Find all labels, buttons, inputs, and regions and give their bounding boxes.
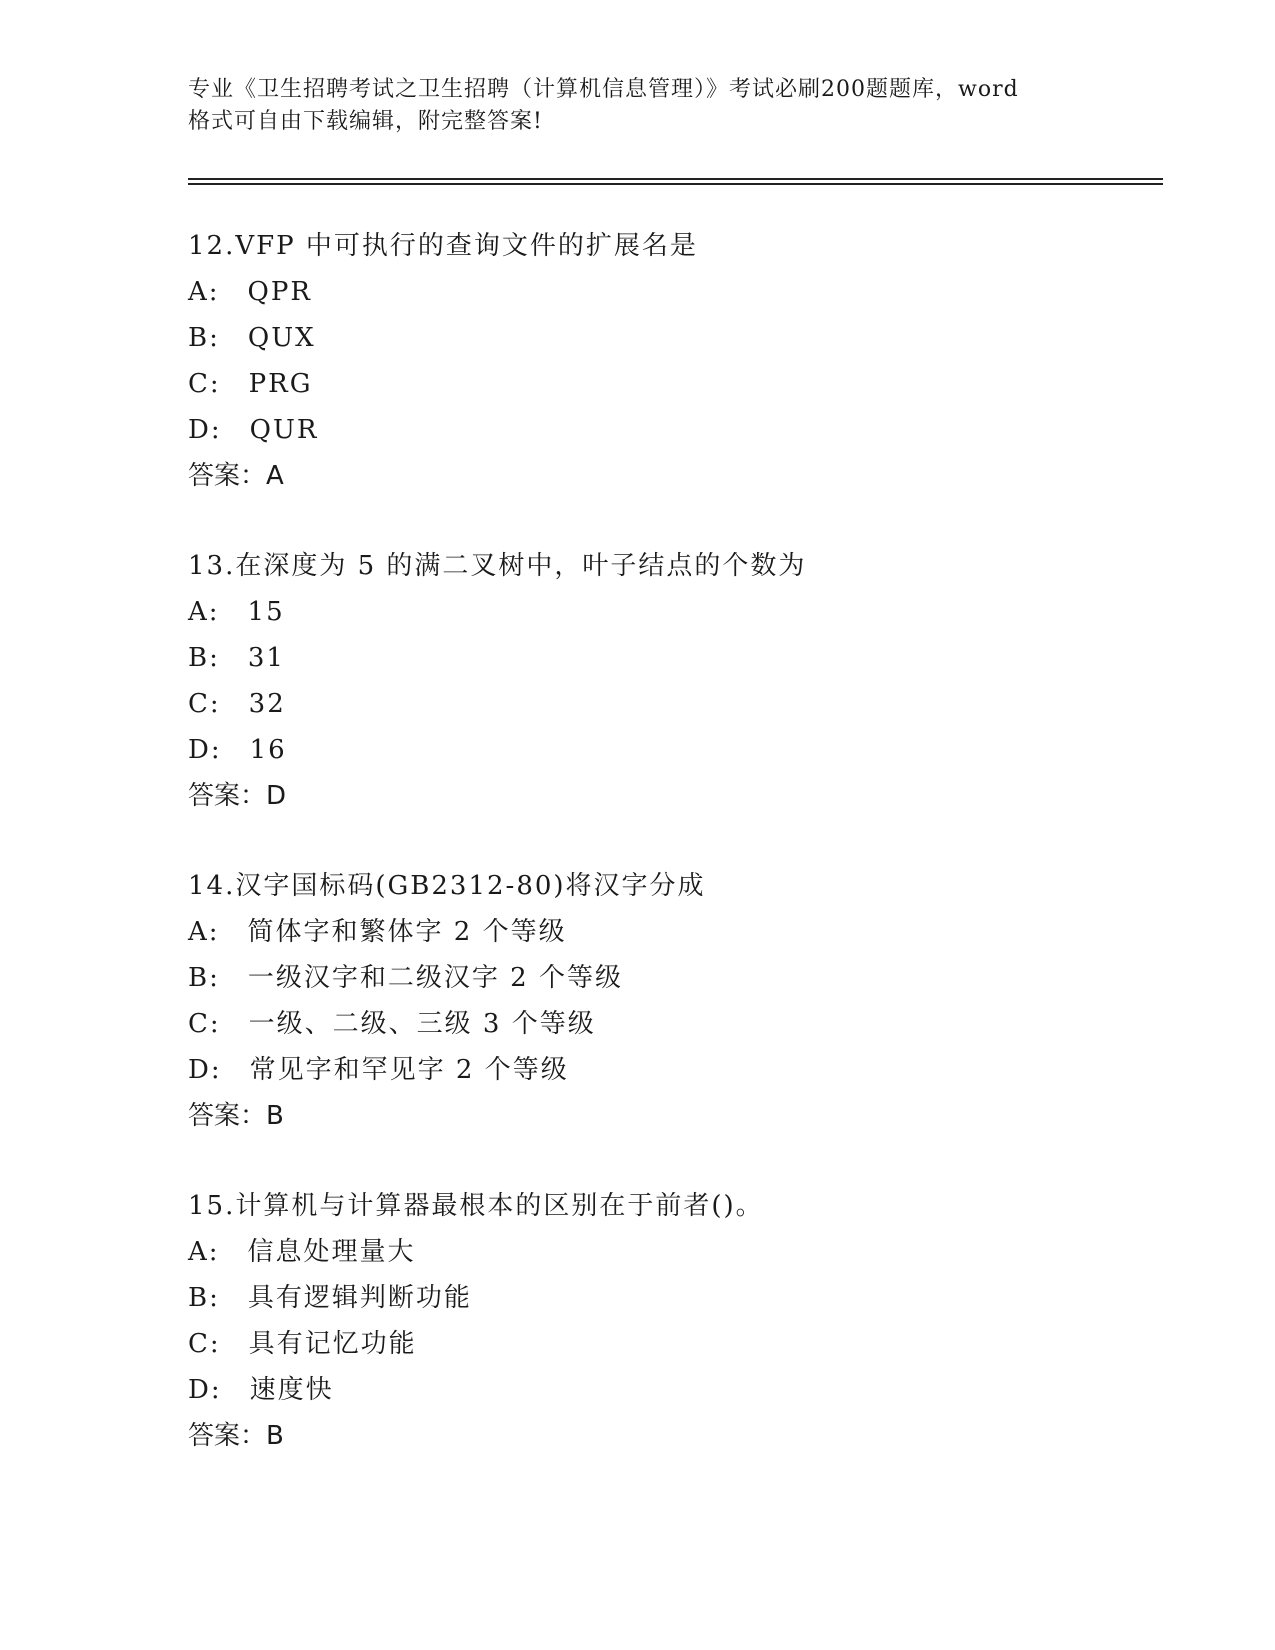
document-header (188, 74, 1088, 138)
option-d: D: 速度快 (188, 1375, 334, 1405)
answer-value: D (266, 781, 287, 811)
option-c: C: PRG (188, 369, 313, 399)
option-b: B: QUX (188, 323, 316, 353)
answer-line: 答案：B (188, 1421, 284, 1451)
header-divider-bottom (188, 183, 1163, 185)
question-block (188, 1189, 1128, 1465)
header-line-1: 专业《卫生招聘考试之卫生招聘（计算机信息管理）》考试必刷200题题库，word (188, 77, 1019, 102)
question-stem: 12.VFP 中可执行的查询文件的扩展名是 (188, 231, 698, 261)
answer-value: B (266, 1101, 284, 1131)
answer-value: A (266, 461, 284, 491)
answer-value: B (266, 1421, 284, 1451)
question-stem: 15.计算机与计算器最根本的区别在于前者()。 (188, 1191, 764, 1221)
option-a: A: 信息处理量大 (188, 1237, 416, 1267)
option-a: A: 简体字和繁体字 2 个等级 (188, 917, 567, 947)
question-block (188, 229, 1128, 505)
answer-line: 答案：B (188, 1101, 284, 1131)
question-block (188, 549, 1128, 825)
option-a: A: 15 (188, 597, 285, 627)
header-line-2: 格式可自由下载编辑，附完整答案! (188, 109, 543, 134)
header-divider-top (188, 178, 1163, 180)
option-c: C: 32 (188, 689, 286, 719)
option-b: B: 具有逻辑判断功能 (188, 1283, 472, 1313)
question-stem: 13.在深度为 5 的满二叉树中，叶子结点的个数为 (188, 551, 807, 581)
option-d: D: 常见字和罕见字 2 个等级 (188, 1055, 569, 1085)
option-b: B: 一级汉字和二级汉字 2 个等级 (188, 963, 623, 993)
option-d: D: QUR (188, 415, 319, 445)
question-stem: 14.汉字国标码(GB2312-80)将汉字分成 (188, 871, 706, 901)
answer-line: 答案：D (188, 781, 287, 811)
answer-line: 答案：A (188, 461, 284, 491)
option-c: C: 一级、二级、三级 3 个等级 (188, 1009, 596, 1039)
option-a: A: QPR (188, 277, 312, 307)
question-block (188, 869, 1128, 1145)
option-b: B: 31 (188, 643, 285, 673)
option-d: D: 16 (188, 735, 287, 765)
option-c: C: 具有记忆功能 (188, 1329, 417, 1359)
